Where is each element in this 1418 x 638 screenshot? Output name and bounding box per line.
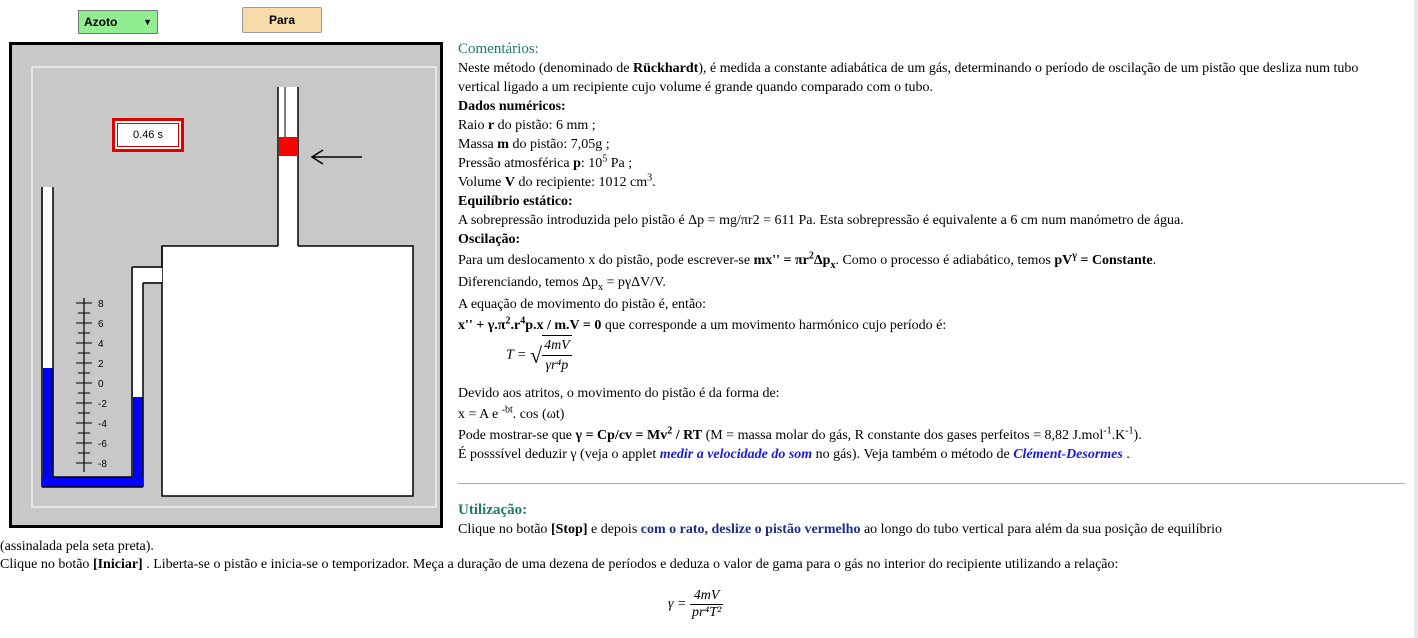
speed-of-sound-link[interactable]: medir a velocidade do som xyxy=(659,447,813,462)
scale-label: 0 xyxy=(98,379,104,390)
gamma-formula: γ = $\frac{4mV}{\text{pr⁴T²}}$ xyxy=(668,588,722,620)
piston[interactable] xyxy=(279,137,298,156)
gamma-relation: Pode mostrar-se que $\gamma = Cp/cv = Mv^2$ / RT (M = massa molar do gás, R constante dos gases perfeitos = 8,82 $J.mol^{-1}.K^{-1}$). xyxy=(458,425,1142,443)
usage-section xyxy=(458,501,1403,539)
gas-select-value: Azoto xyxy=(84,15,118,29)
oscillation-text: Para um deslocamento x do pistão, pode escrever-se $mx'' = \pi r^2\Delta p_x$. Como o processo é adiabático, temos $pV^\gamma$ = Constante. xyxy=(458,250,1157,271)
scale-label: 4 xyxy=(98,339,104,350)
usage-continuation xyxy=(0,538,1410,574)
oscillation-heading: Oscilação: xyxy=(458,232,521,247)
usage-line-2: (assinalada pela seta preta). xyxy=(0,539,154,554)
friction-equation: x = A e $^{-bt}$. cos (ωt) xyxy=(458,404,565,422)
scale-label: -8 xyxy=(98,459,107,470)
volume-line: Volume V do recipiente: 1012 $cm^3$. xyxy=(458,172,656,190)
static-heading: Equilíbrio estático: xyxy=(458,194,573,209)
scale-label: 2 xyxy=(98,359,104,370)
radius-line: Raio r do pistão: 6 mm ; xyxy=(458,118,596,133)
comments-section xyxy=(458,40,1403,464)
manometer-right-liquid xyxy=(133,397,143,477)
pressure-line: Pressão atmosférica p: $10^5$ Pa ; xyxy=(458,153,633,171)
static-text: A sobrepressão introduzida pelo pistão é Δp = mg/πr2 = 611 Pa. Esta sobrepressão é equivalente a 6 cm num manómetro de água. xyxy=(458,213,1184,228)
period-formula: T = √ $\frac{4mV}{\text{γr⁴p}}$ xyxy=(458,335,1403,381)
clement-desormes-link[interactable]: Clément-Desormes xyxy=(1013,447,1123,462)
intro-paragraph: Neste método (denominado de Rückhardt), é medida a constante adiabática de um gás, determinando o período de oscilação de um pistão que desliza num tubo vertical ligado a um recipiente cujo volume é grande quando comparado com o tubo. xyxy=(458,61,1359,95)
manometer-left-liquid xyxy=(43,368,53,478)
scale-label: 8 xyxy=(98,299,104,310)
comments-heading: Comentários: xyxy=(458,41,539,57)
manometer-bottom-liquid xyxy=(42,477,143,487)
usage-line-1: Clique no botão [Stop] e depois com o rato, deslize o pistão vermelho ao longo do tubo vertical para além da sua posição de equilíbrio xyxy=(458,522,1223,537)
motion-equation: $x'' + \gamma.\pi^2.r^4p.x / m.V = 0$ que corresponde a um movimento harmónico cujo período é: xyxy=(458,315,947,333)
mass-line: Massa m do pistão: 7,05g ; xyxy=(458,137,610,152)
scale-label: -4 xyxy=(98,419,107,430)
timer-value: 0.46 s xyxy=(117,123,179,147)
timer-display xyxy=(112,118,184,152)
gas-select[interactable] xyxy=(78,10,158,34)
motion-eq-intro: A equação de movimento do pistão é, então: xyxy=(458,297,707,312)
usage-line-3: Clique no botão [Iniciar] . Liberta-se o pistão e inicia-se o temporizador. Meça a duração de uma dezena de períodos e deduza o valor de gama para o gás no interior do recipiente utilizando a relação: xyxy=(0,557,1119,572)
differentiation-text: Diferenciando, temos $\Delta p_x = p\gamma\Delta V/V$. xyxy=(458,275,666,293)
divider xyxy=(458,483,1405,484)
usage-heading: Utilização: xyxy=(458,502,528,518)
applet-panel xyxy=(9,42,443,528)
deduce-text: É posssível deduzir γ (veja o applet medir a velocidade do som no gás). Veja também o método de Clément-Desormes . xyxy=(458,447,1130,462)
scale-label: 6 xyxy=(98,319,104,330)
piston-tube xyxy=(278,87,298,249)
numeric-heading: Dados numéricos: xyxy=(458,99,566,114)
stop-button[interactable]: Para xyxy=(242,7,322,33)
scale-label: -6 xyxy=(98,439,107,450)
vessel xyxy=(162,246,413,496)
friction-intro: Devido aos atritos, o movimento do pistão é da forma de: xyxy=(458,386,780,401)
chevron-down-icon: ▼ xyxy=(143,17,152,27)
apparatus-drawing xyxy=(12,45,440,525)
scrollbar[interactable] xyxy=(1414,0,1418,638)
scale-label: -2 xyxy=(98,399,107,410)
